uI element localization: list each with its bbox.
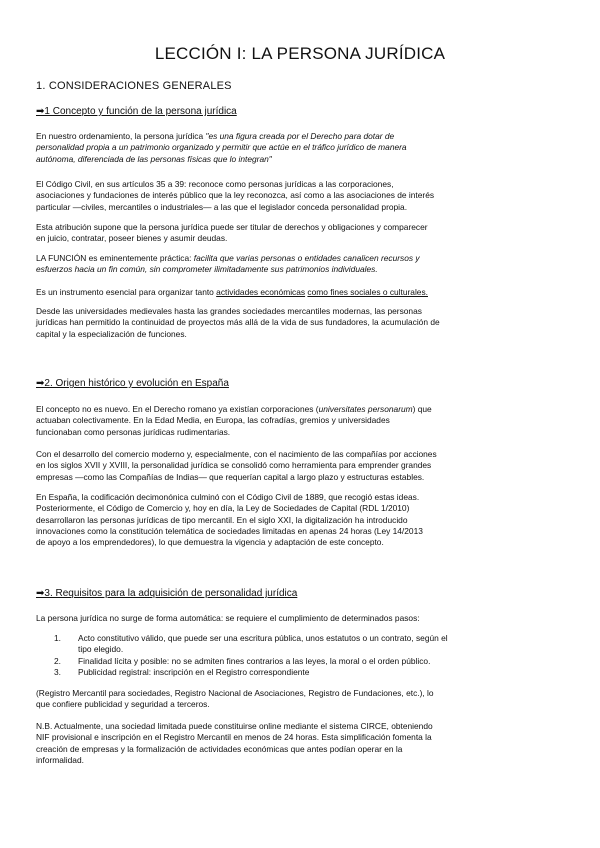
page-title: LECCIÓN I: LA PERSONA JURÍDICA (154, 44, 446, 63)
list-number: 3. (54, 666, 61, 677)
underlined-text: como fines sociales o culturales. (307, 287, 428, 297)
paragraph-romano (36, 404, 568, 438)
text-line: empresas —como las Compañías de Indias— que requerían capital a largo plazo y estructuras estables. (36, 471, 425, 482)
paragraph-historia-breve (36, 306, 568, 340)
text-line: Publicidad registral: inscripción en el Registro correspondiente (78, 666, 310, 677)
text-line: En España, la codificación decimonónica culminó con el Código Civil de 1889, que recogió estas ideas. (36, 492, 420, 502)
text-line: Desde las universidades medievales hasta las grandes sociedades mercantiles modernas, las personas (36, 306, 422, 316)
text-line: funcionaban como personas jurídicas rudimentarias. (36, 426, 231, 437)
subheading-concepto: ➡1 Concepto y función de la persona jurídica (36, 106, 237, 117)
text-line: tipo elegido. (78, 644, 124, 655)
underlined-text: actividades económicas (216, 287, 306, 297)
requirements-list (36, 633, 568, 678)
subheading-origen: ➡2. Origen histórico y evolución en España (36, 378, 229, 389)
paragraph-nota-bene (36, 721, 568, 766)
italic-text: esfuerzos hacia un fin común, sin comprometer ilimitadamente sus patrimonios individuales. (36, 264, 378, 275)
paragraph-definition (36, 131, 568, 165)
text-line: Posteriormente, el Código de Comercio y, hoy en día, la Ley de Sociedades de Capital (RDL 1/2010) (36, 503, 410, 514)
list-number: 2. (54, 655, 61, 666)
text-line: Esta atribución supone que la persona jurídica puede ser titular de derechos y obligaciones y comparecer (36, 222, 428, 232)
list-number: 1. (54, 633, 61, 643)
text: El concepto no es nuevo. En el Derecho romano ya existían corporaciones ( (36, 404, 319, 414)
text: En nuestro ordenamiento, la persona jurídica (36, 131, 206, 141)
text: Es un instrumento esencial para organizar tanto (36, 287, 217, 297)
text-line: creación de empresas y la formalización de actividades económicas que antes podían operar en la (36, 743, 403, 754)
quote-text: personalidad propia a un patrimonio organizado y permitir que actúe en el tráfico jurídico de manera (36, 142, 407, 153)
quote-text: autónoma, diferenciada de las personas físicas que lo integran" (36, 153, 272, 164)
text-line: en juicio, contratar, poseer bienes y asumir deudas. (36, 233, 228, 244)
text-line: informalidad. (36, 754, 84, 765)
paragraph-comercio-moderno (36, 449, 568, 483)
text-line: capital y la especialización de funciones. (36, 328, 187, 339)
list-item (36, 633, 568, 656)
latin-term: universitates personarum (318, 404, 413, 414)
text-line: jurídicas han permitido la continuidad de proyectos más allá de la vida de sus fundadores, la acumulación de (36, 317, 440, 328)
text-line: innovaciones como la constitución telemática de sociedades limitadas en apenas 24 horas (Ley 14/2013 (36, 525, 423, 536)
section-heading-consideraciones: 1. CONSIDERACIONES GENERALES (36, 80, 232, 92)
paragraph-instrumento (36, 287, 568, 298)
italic-text: facilita que varias personas o entidades canalicen recursos y (193, 253, 420, 263)
paragraph-codigo-civil (36, 179, 568, 213)
text-line: El Código Civil, en sus artículos 35 a 39: reconoce como personas jurídicas a las corporaciones, (36, 179, 394, 189)
text-line: N.B. Actualmente, una sociedad limitada puede constituirse online mediante el sistema CIRCE, obteniendo (36, 721, 433, 731)
text-line: actuaban colectivamente. En la Edad Media, en Europa, las cofradías, gremios y universidades (36, 415, 390, 426)
text-line: en los siglos XVII y XVIII, la personalidad jurídica se consolidó como herramienta para emprender grandes (36, 460, 432, 471)
text: ) que (412, 404, 432, 414)
text-line: NIF provisional e inscripción en el Registro Mercantil en menos de 24 horas. Esta simplificación fomenta la (36, 732, 432, 743)
paragraph-registros (36, 688, 568, 711)
paragraph-requisitos-intro: La persona jurídica no surge de forma automática: se requiere el cumplimiento de determinados pasos: (36, 613, 420, 623)
text-line: de apoyo a los emprendedores), lo que demuestra la vigencia y adaptación de este concepto. (36, 537, 384, 548)
paragraph-funcion (36, 253, 568, 276)
subheading-requisitos: ➡3. Requisitos para la adquisición de personalidad jurídica (36, 588, 298, 599)
text: LA FUNCIÓN es eminentemente práctica: (36, 253, 194, 263)
list-item (36, 656, 568, 667)
text-line: Con el desarrollo del comercio moderno y, especialmente, con el nacimiento de las compañías por acciones (36, 449, 437, 459)
text-line: asociaciones y fundaciones de interés público que la ley reconozca, así como a las asociaciones de interés (36, 190, 435, 201)
text-line: que confiere publicidad y seguridad a terceros. (36, 699, 210, 710)
text-line: Finalidad lícita y posible: no se admiten fines contrarios a las leyes, la moral o el orden público. (78, 655, 431, 666)
paragraph-atribucion (36, 222, 568, 245)
quote-text: "es una figura creada por el Derecho para dotar de (205, 131, 395, 141)
text-line: (Registro Mercantil para sociedades, Registro Nacional de Asociaciones, Registro de Fundaciones, etc.), lo (36, 688, 434, 698)
paragraph-espana (36, 492, 568, 548)
text-line: particular —civiles, mercantiles o industriales— a las que el legislador conceda personalidad propia. (36, 201, 408, 212)
list-item (36, 667, 568, 678)
text-line: Acto constitutivo válido, que puede ser una escritura pública, unos estatutos o un contrato, según el (78, 633, 448, 643)
text-line: desarrollaron las personas jurídicas de tipo mercantil. En el siglo XXI, la digitalización ha introducido (36, 514, 408, 525)
